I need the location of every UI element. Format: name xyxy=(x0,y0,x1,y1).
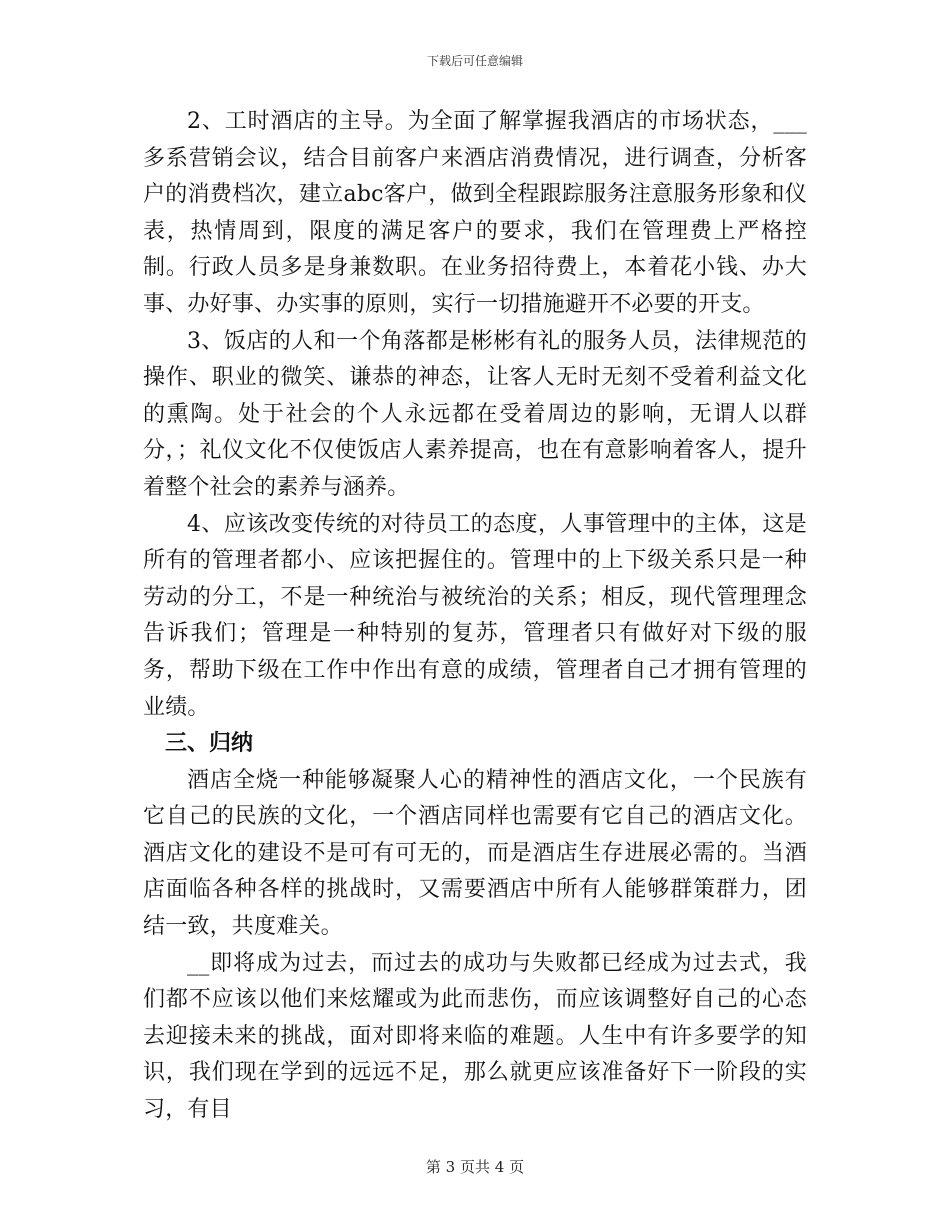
paragraph-2: 2、工时酒店的主导。为全面了解掌握我酒店的市场状态，___多系营销会议，结合目前客户来酒店消费情况，进行调查，分析客户的消费档次，建立abc客户，做到全程跟踪服务注意服务形象和仪表，热情周到，限度的满足客户的要求，我们在管理费上严格控制。行政人员多是身兼数职。在业务招待费上，本着花小钱、办大事、办好事、办实事的原则，实行一切措施避开不必要的开支。 xyxy=(143,109,807,317)
section-heading-summary: 三、归纳 xyxy=(165,731,254,757)
paragraph-5: 酒店全烧一种能够凝聚人心的精神性的酒店文化，一个民族有它自己的民族的文化，一个酒店同样也需要有它自己的酒店文化。酒店文化的建设不是可有可无的，而是酒店生存进展必需的。当酒店面临各种各样的挑战时，又需要酒店中所有人能够群策群力，团结一致，共度难关。 xyxy=(143,767,807,940)
paragraph-3: 3、饭店的人和一个角落都是彬彬有礼的服务人员，法律规范的操作、职业的微笑、谦恭的神态，让客人无时无刻不受着利益文化的熏陶。处于社会的个人永远都在受着周边的影响，无谓人以群分，；礼仪文化不仅使饭店人素养提高，也在有意影响着客人，提升着整个社会的素养与涵养。 xyxy=(143,328,807,500)
paragraph-6: __即将成为过去，而过去的成功与失败都已经成为过去式，我们都不应该以他们来炫耀或为此而悲伤，而应该调整好自己的心态去迎接未来的挑战，面对即将来临的难题。人生中有许多要学的知识，我们现在学到的远远不足，那么就更应该准备好下一阶段的实习，有目 xyxy=(143,950,807,1123)
paragraph-4: 4、应该改变传统的对待员工的态度，人事管理中的主体，这是所有的管理者都小、应该把握住的。管理中的上下级关系只是一种劳动的分工，不是一种统治与被统治的关系；相反，现代管理理念告诉我们；管理是一种特别的复苏，管理者只有做好对下级的服务，帮助下级在工作中作出有意的成绩，管理者自己才拥有管理的业绩。 xyxy=(143,511,807,720)
document-body xyxy=(143,104,807,1129)
page-header: 下载后可任意编辑 xyxy=(426,54,523,68)
page-footer: 第 3 页共 4 页 xyxy=(425,1158,525,1176)
